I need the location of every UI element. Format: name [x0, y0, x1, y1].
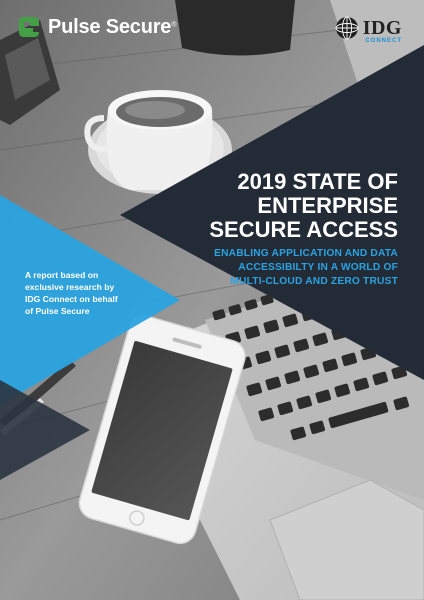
- pulse-secure-icon: [16, 14, 42, 40]
- idg-wordmark: IDG: [362, 16, 402, 39]
- description-line: of Pulse Secure: [25, 306, 90, 316]
- title-line: SECURE ACCESS: [209, 217, 398, 242]
- subtitle-line: MULTI-CLOUD AND ZERO TRUST: [230, 276, 398, 287]
- description-line: exclusive research by: [25, 282, 115, 292]
- idg-globe-icon: [335, 16, 359, 40]
- subtitle-line: ENABLING APPLICATION AND DATA: [214, 248, 398, 259]
- pulse-secure-name: Pulse Secure: [48, 15, 172, 38]
- report-subtitle: [214, 247, 398, 289]
- registered-mark: ®: [171, 21, 177, 29]
- report-description: [25, 269, 135, 317]
- title-line: ENTERPRISE: [257, 193, 398, 218]
- description-line: A report based on: [25, 270, 99, 280]
- title-line: 2019 STATE OF: [237, 169, 398, 194]
- subtitle-line: ACCESSIBILTY IN A WORLD OF: [238, 262, 398, 273]
- description-line: IDG Connect on behalf: [25, 294, 118, 304]
- report-title: [209, 170, 398, 242]
- idg-connect-subtitle: CONNECT: [365, 38, 402, 44]
- idg-connect-logo: [335, 16, 402, 44]
- pulse-secure-logo: [16, 14, 176, 40]
